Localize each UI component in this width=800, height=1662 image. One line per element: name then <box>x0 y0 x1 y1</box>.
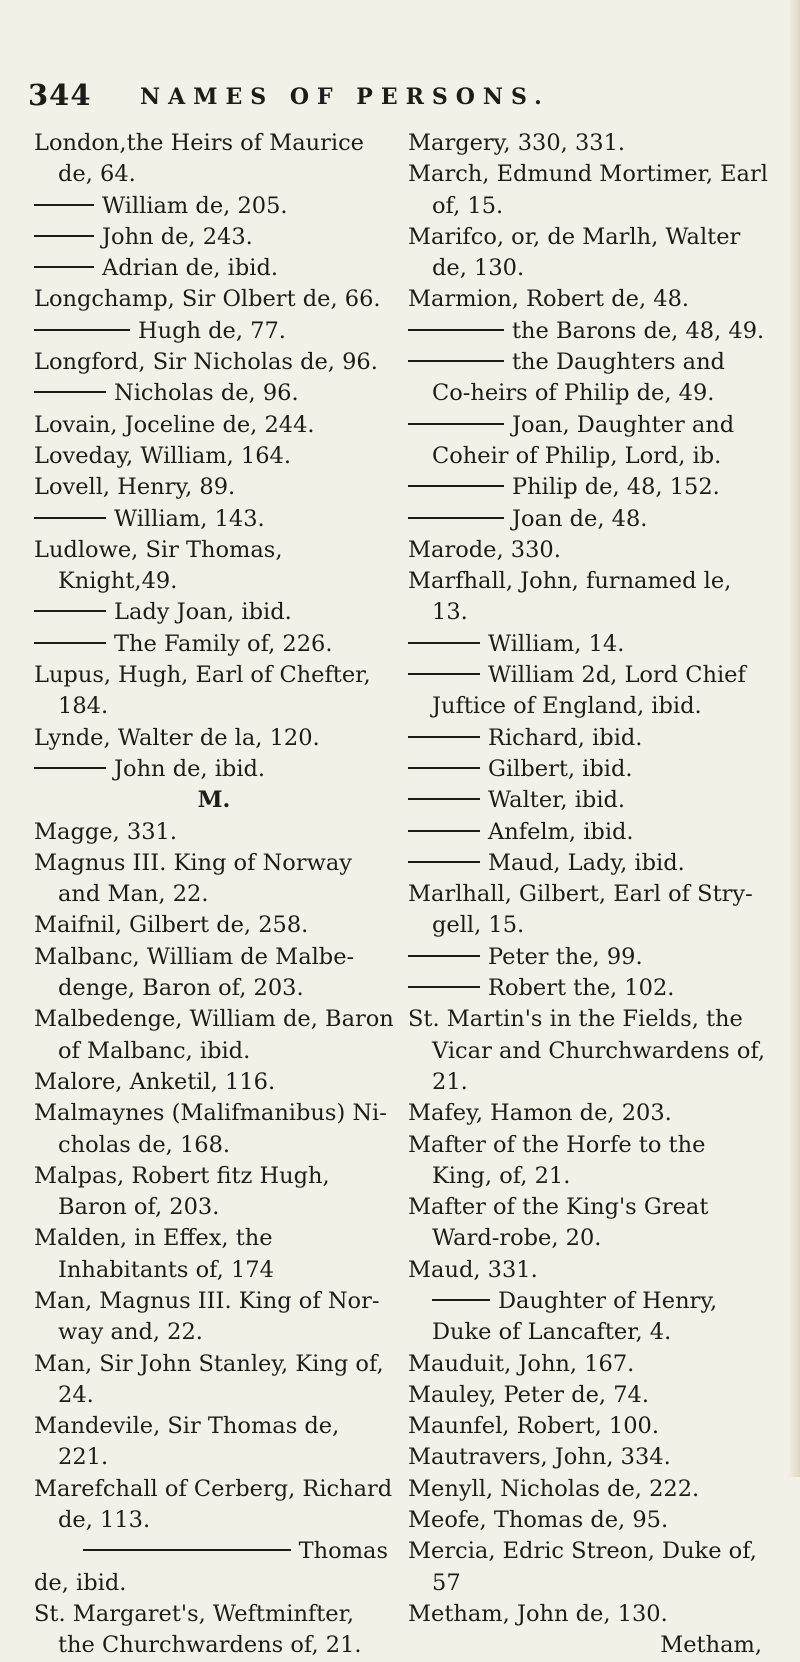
index-entry <box>408 660 768 723</box>
index-entry-text: Marifco, or, de Marlh, Walter de, 130. <box>408 223 741 282</box>
index-entry-text: Mauley, Peter de, 74. <box>408 1381 649 1408</box>
index-entry-text: Mandevile, Sir Thomas de, 221. <box>34 1413 340 1471</box>
index-entry <box>408 973 768 1004</box>
section-letter <box>34 785 394 816</box>
index-entry-text: London,the Heirs of Maurice de, 64. <box>34 130 364 188</box>
index-entry <box>34 910 394 941</box>
index-entry <box>34 410 394 441</box>
index-entry-text: Daughter of Henry, Duke of Lancafter, 4. <box>432 1287 718 1346</box>
index-entry-text: Longford, Sir Nicholas de, 96. <box>34 349 378 376</box>
ditto-dash <box>34 642 106 644</box>
index-entry-text: Richard, ibid. <box>488 724 643 751</box>
index-entry <box>34 1536 394 1567</box>
index-entry-text: St. Margaret's, Weftminfter, the Churchwardens of, 21. <box>34 1600 362 1659</box>
index-entry-text: Mauduit, John, 167. <box>408 1350 635 1377</box>
index-entry <box>408 1474 768 1505</box>
index-entry <box>34 1161 394 1224</box>
index-entry <box>34 1568 394 1599</box>
ditto-dash <box>408 830 480 832</box>
index-entry-text: de, ibid. <box>34 1569 127 1596</box>
index-entry <box>34 1599 394 1662</box>
index-entry <box>34 817 394 848</box>
index-entry-text: Mafter of the Horfe to the King, of, 21. <box>408 1131 706 1189</box>
index-entry-text: Malden, in Effex, the Inhabitants of, 174 <box>34 1225 274 1283</box>
index-entry <box>34 1286 394 1349</box>
index-entry-text: Man, Magnus III. King of Nor-way and, 22. <box>34 1287 380 1346</box>
index-entry-text: Magnus III. King of Norway and Man, 22. <box>34 849 352 908</box>
index-entry <box>34 848 394 911</box>
index-entry-text: Marode, 330. <box>408 536 561 563</box>
index-entry <box>34 1098 394 1161</box>
index-entry-text: Maunfel, Robert, 100. <box>408 1413 659 1440</box>
index-entry-text: Joan de, 48. <box>512 505 648 532</box>
index-entry <box>34 629 394 660</box>
index-entry <box>34 316 394 347</box>
ditto-dash <box>408 861 480 863</box>
index-entry <box>408 1630 768 1661</box>
index-entry-text: Metham, John de, 130. <box>408 1600 668 1627</box>
page-header <box>28 78 768 118</box>
index-entry <box>408 1098 768 1129</box>
index-entry <box>408 1255 768 1286</box>
index-entry <box>34 378 394 409</box>
index-entry-text: Malbanc, William de Malbe-denge, Baron of, 203. <box>34 943 355 1002</box>
index-entry-text: Marmion, Robert de, 48. <box>408 286 690 313</box>
ditto-dash <box>34 329 130 331</box>
ditto-dash <box>34 610 106 612</box>
index-entry-text: Margery, 330, 331. <box>408 130 626 156</box>
index-entry <box>408 504 768 535</box>
index-entry <box>34 1349 394 1412</box>
index-entry <box>408 472 768 503</box>
ditto-dash <box>408 986 480 988</box>
index-entry-text: Ludlowe, Sir Thomas, Knight,49. <box>34 536 283 595</box>
index-entry-text: Malmaynes (Malifmanibus) Ni-cholas de, 168. <box>34 1100 387 1158</box>
index-entry <box>408 284 768 315</box>
ditto-dash <box>408 736 480 738</box>
index-entry-text: St. Martin's in the Fields, the Vicar and Churchwardens of, 21. <box>408 1006 766 1095</box>
index-entry <box>408 1192 768 1255</box>
index-entry-text: Mercia, Edric Streon, Duke of, 57 <box>408 1538 757 1596</box>
ditto-dash <box>408 329 504 331</box>
index-entry <box>34 1223 394 1286</box>
index-entry-text: March, Edmund Mortimer, Earl of, 15. <box>408 161 768 219</box>
index-entry-text: Metham, <box>660 1632 762 1659</box>
page-edge-shadow <box>788 0 800 1477</box>
index-entry <box>408 754 768 785</box>
index-entry <box>34 1411 394 1474</box>
index-entry <box>408 159 768 222</box>
index-entry <box>34 347 394 378</box>
index-entry-text: Joan, Daughter and Coheir of Philip, Lord, ib. <box>432 411 735 469</box>
index-entry-text: John de, 243. <box>102 223 253 250</box>
index-entry-text: Lovain, Joceline de, 244. <box>34 411 315 438</box>
running-head: NAMES OF PERSONS. <box>140 84 550 110</box>
index-entry <box>34 1004 394 1067</box>
index-entry-text: Hugh de, 77. <box>138 317 286 344</box>
index-entry-text: Thomas <box>298 1538 388 1565</box>
index-entry-text: Maud, 331. <box>408 1256 538 1283</box>
index-entry-text: Lynde, Walter de la, 120. <box>34 724 320 751</box>
index-entry <box>34 472 394 503</box>
index-entry <box>408 723 768 754</box>
index-entry <box>34 441 394 472</box>
ditto-dash <box>408 485 504 487</box>
ditto-dash <box>408 767 480 769</box>
index-entry-text: Loveday, William, 164. <box>34 442 292 469</box>
index-entry <box>408 566 768 629</box>
ditto-dash <box>408 360 504 362</box>
index-entry <box>34 1474 394 1537</box>
index-entry-text: Marefchall of Cerberg, Richard de, 113. <box>34 1475 393 1534</box>
index-entry-text: Magge, 331. <box>34 818 177 845</box>
ditto-dash <box>34 266 94 268</box>
index-entry <box>408 1380 768 1411</box>
index-entry <box>408 785 768 816</box>
index-entry-text: Peter the, 99. <box>488 943 643 970</box>
index-entry <box>34 128 394 191</box>
index-entry <box>408 1349 768 1380</box>
index-entry <box>408 222 768 285</box>
index-entry <box>34 597 394 628</box>
index-entry <box>408 1442 768 1473</box>
index-entry <box>408 1505 768 1536</box>
index-entry <box>408 1130 768 1193</box>
index-entry <box>34 504 394 535</box>
index-entry-text: William, 14. <box>488 630 625 657</box>
index-entry <box>408 535 768 566</box>
index-entry <box>408 848 768 879</box>
index-entry <box>408 410 768 473</box>
index-entry <box>408 347 768 410</box>
index-entry-text: Lovell, Henry, 89. <box>34 474 236 501</box>
index-entry <box>34 535 394 598</box>
index-entry <box>408 1004 768 1098</box>
index-entry-text: Menyll, Nicholas de, 222. <box>408 1475 700 1502</box>
index-entry <box>34 660 394 723</box>
index-entry-text: the Daughters and Co-heirs of Philip de, 49. <box>432 349 725 407</box>
index-entry-text: the Barons de, 48, 49. <box>512 317 765 344</box>
index-entry <box>408 817 768 848</box>
ditto-dash <box>34 235 94 237</box>
index-entry-text: Man, Sir John Stanley, King of, 24. <box>34 1350 384 1408</box>
page-number: 344 <box>28 78 92 112</box>
index-entry <box>408 629 768 660</box>
ditto-dash <box>408 423 504 425</box>
index-entry-text: Adrian de, ibid. <box>102 255 279 282</box>
index-entry-text: Malbedenge, William de, Baron of Malbanc, ibid. <box>34 1006 394 1064</box>
index-entry-text: Longchamp, Sir Olbert de, 66. <box>34 286 381 313</box>
ditto-dash <box>408 673 480 675</box>
index-entry-text: Meofe, Thomas de, 95. <box>408 1507 669 1534</box>
index-entry-text: M. <box>197 787 231 814</box>
index-entry-text: Anfelm, ibid. <box>488 818 634 845</box>
index-entry-text: Marfhall, John, furnamed le, 13. <box>408 568 732 626</box>
index-entry <box>408 1411 768 1442</box>
ditto-dash <box>408 517 504 519</box>
index-entry-text: Philip de, 48, 152. <box>512 474 720 501</box>
index-entry <box>408 879 768 942</box>
ditto-dash <box>34 204 94 206</box>
index-entry <box>34 754 394 785</box>
ditto-dash <box>408 955 480 957</box>
index-entry-text: Robert the, 102. <box>488 975 675 1002</box>
index-entry <box>34 1067 394 1098</box>
index-entry-text: Nicholas de, 96. <box>114 380 299 407</box>
index-entry <box>408 1286 768 1349</box>
index-entry-text: Mautravers, John, 334. <box>408 1444 671 1471</box>
index-entry-text: Gilbert, ibid. <box>488 755 633 782</box>
index-entry <box>408 316 768 347</box>
index-entry-text: William, 143. <box>114 505 265 532</box>
index-entry <box>408 942 768 973</box>
ditto-dash <box>432 1299 490 1301</box>
ditto-dash <box>83 1549 291 1551</box>
index-entry-text: Maud, Lady, ibid. <box>488 849 685 876</box>
index-entry-text: Mafey, Hamon de, 203. <box>408 1100 672 1127</box>
ditto-dash <box>34 767 106 769</box>
index-entry-text: Lupus, Hugh, Earl of Chefter, 184. <box>34 662 371 720</box>
index-entry-text: Malpas, Robert fitz Hugh, Baron of, 203. <box>34 1162 330 1221</box>
index-entry-text: Marlhall, Gilbert, Earl of Stry-gell, 15. <box>408 881 753 939</box>
index-entry-text: Maifnil, Gilbert de, 258. <box>34 912 309 939</box>
index-entry <box>34 191 394 222</box>
index-entry-text: William 2d, Lord Chief Juftice of England, ibid. <box>432 662 746 720</box>
index-column-right <box>408 128 768 1662</box>
index-entry <box>34 942 394 1005</box>
index-entry <box>408 1536 768 1599</box>
index-entry <box>408 128 768 159</box>
index-entry-text: Mafter of the King's Great Ward-robe, 20. <box>408 1194 709 1252</box>
index-entry-text: Walter, ibid. <box>488 787 626 814</box>
index-entry <box>408 1599 768 1630</box>
ditto-dash <box>408 798 480 800</box>
ditto-dash <box>34 391 106 393</box>
index-entry <box>34 284 394 315</box>
index-entry-text: Lady Joan, ibid. <box>114 599 292 626</box>
index-entry-text: William de, 205. <box>102 192 288 219</box>
ditto-dash <box>34 517 106 519</box>
index-entry <box>34 253 394 284</box>
index-entry <box>34 723 394 754</box>
index-entry-text: John de, ibid. <box>114 755 266 782</box>
index-entry-text: Malore, Anketil, 116. <box>34 1068 276 1095</box>
ditto-dash <box>408 642 480 644</box>
index-entry-text: The Family of, 226. <box>114 630 333 657</box>
index-column-left <box>34 128 394 1662</box>
index-entry <box>34 222 394 253</box>
